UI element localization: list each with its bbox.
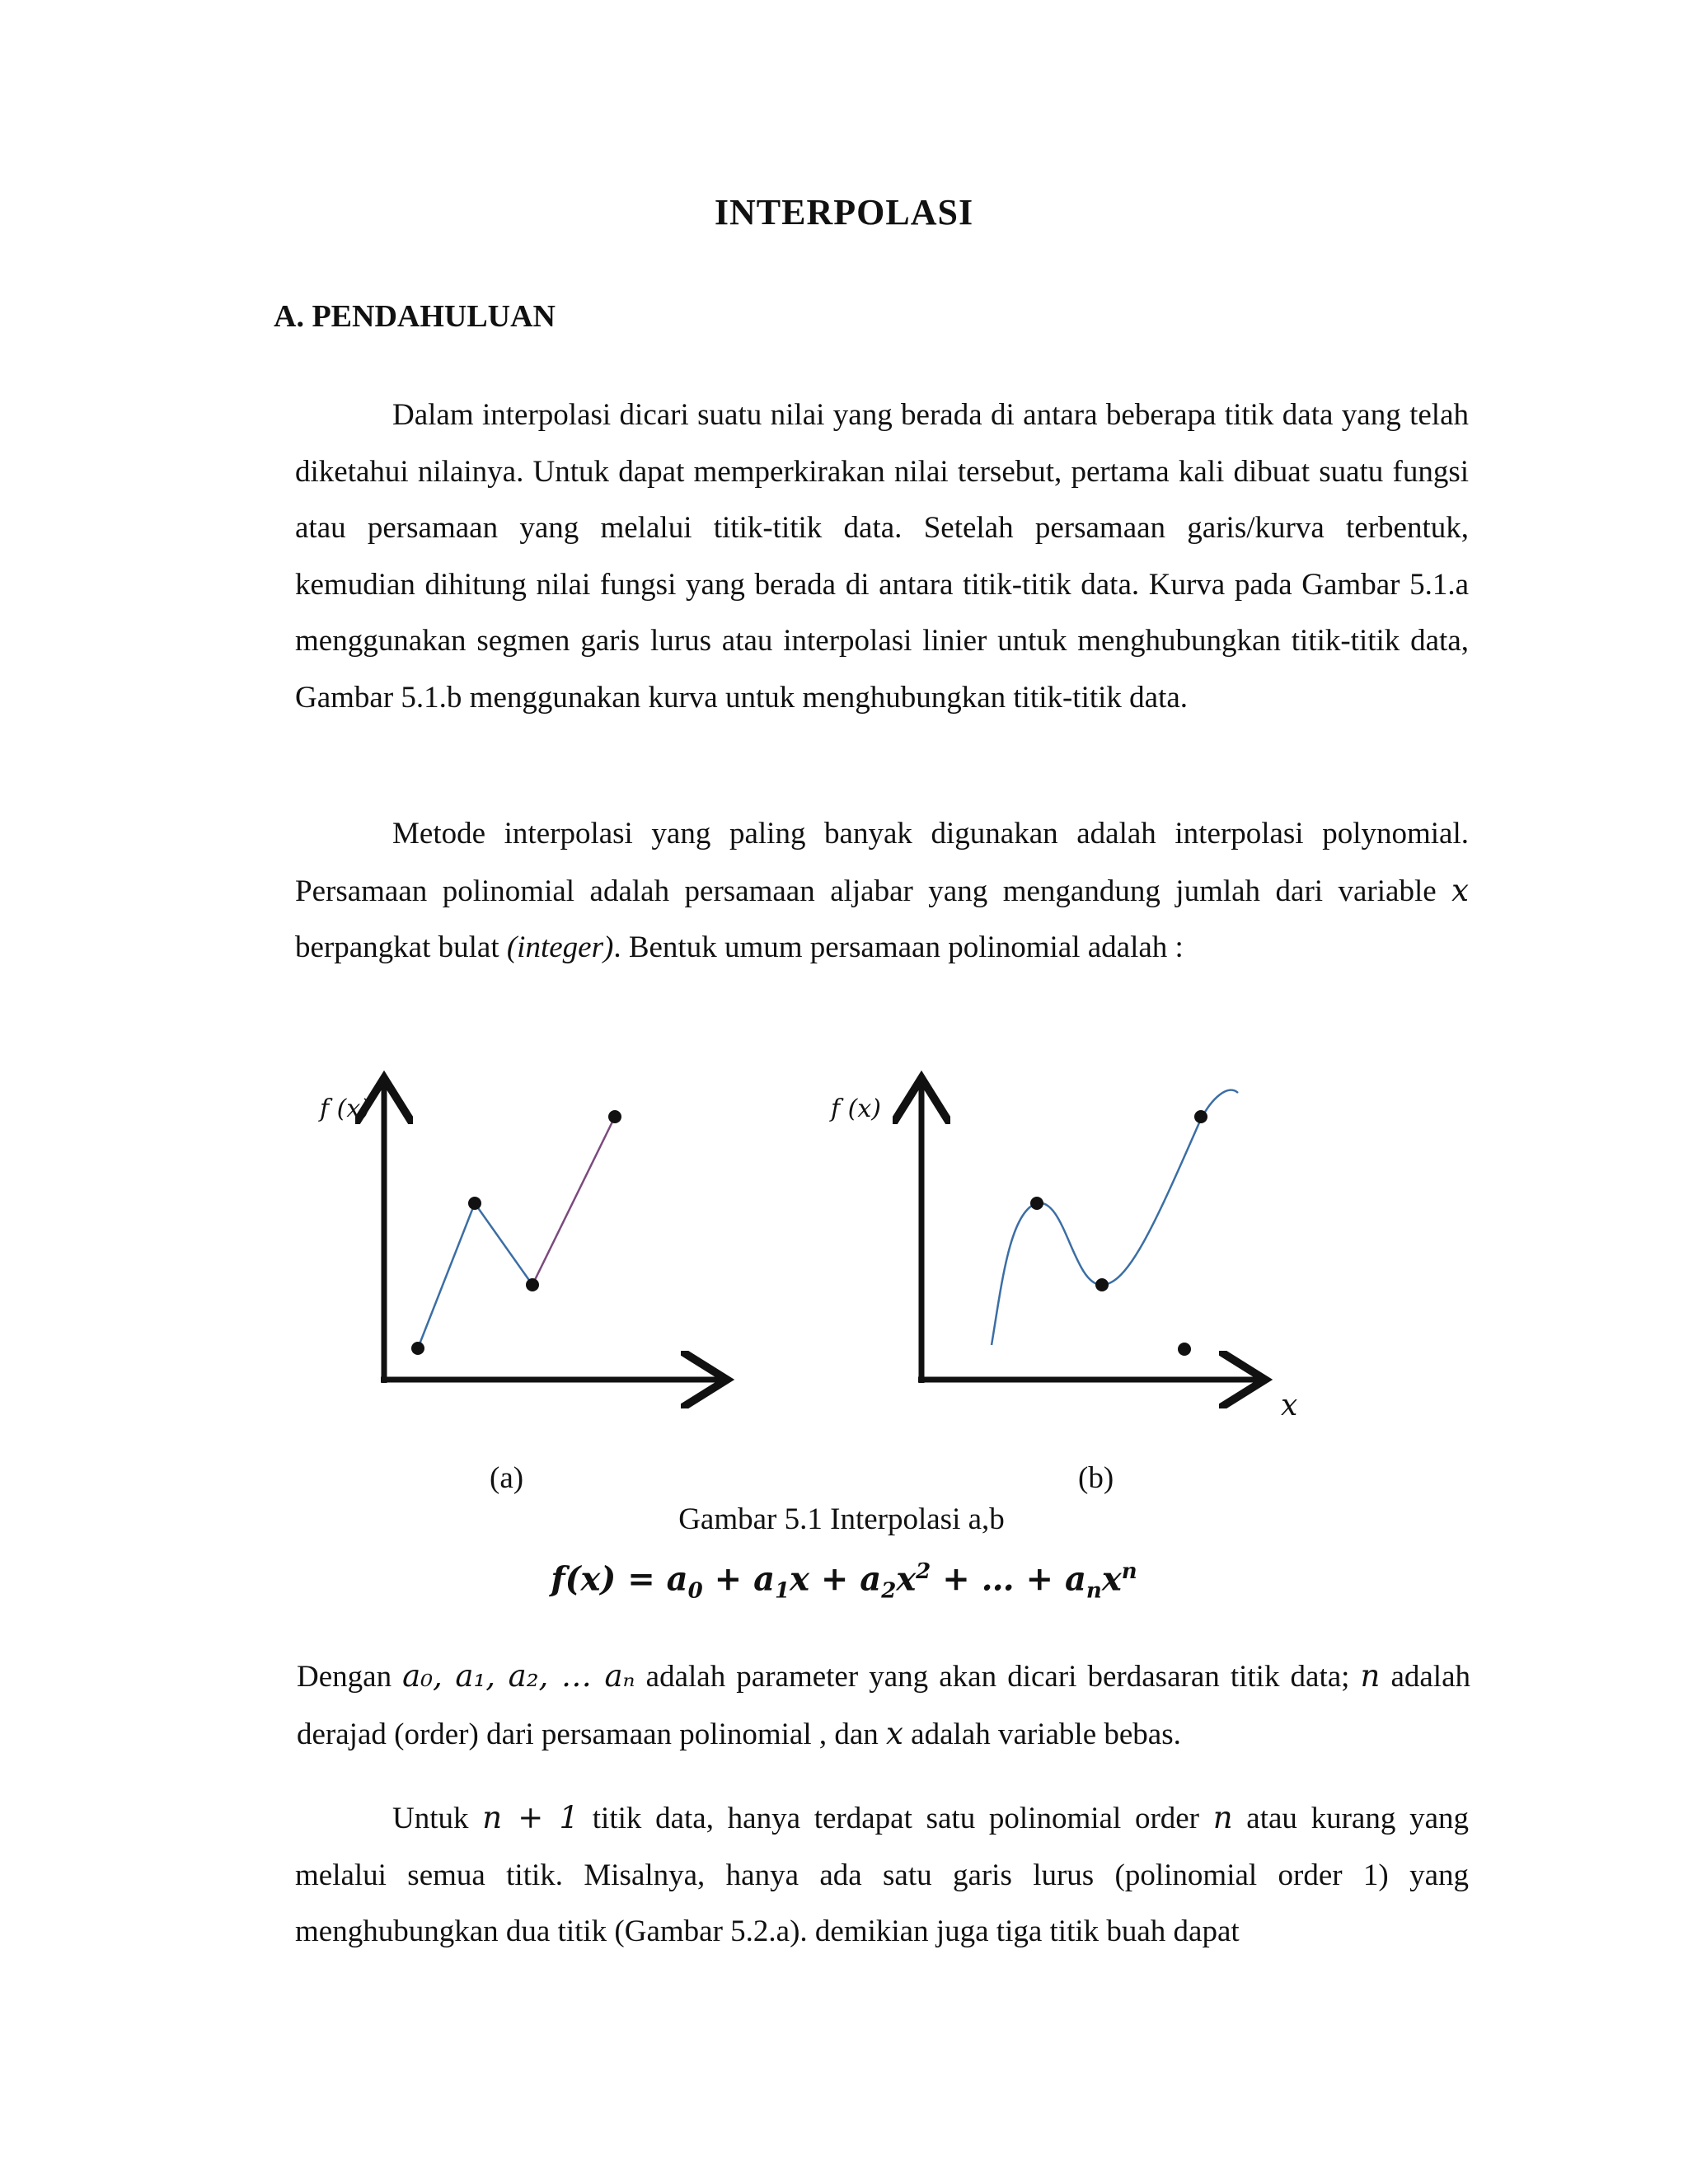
y-axis-label-b: f (x) — [831, 1094, 881, 1123]
paragraph-intro — [295, 387, 1469, 726]
page-title: INTERPOLASI — [714, 192, 974, 232]
section-heading: A. PENDAHULUAN — [274, 299, 556, 334]
linear-segments — [418, 1203, 532, 1348]
paragraph-polynomial: Metode interpolasi yang paling banyak digunakan adalah interpolasi polynomial. Persamaan polinomial adalah persamaan aljabar yang mengandung jumlah dari variable x berpangkat bulat (integer). Bentuk umum persamaan polinomial adalah : — [295, 817, 1469, 964]
data-point — [526, 1278, 539, 1291]
data-point — [1030, 1197, 1043, 1210]
integer-term: (integer) — [506, 930, 614, 964]
figure-interpolation — [0, 1047, 1688, 1459]
paragraph-parameters: Dengan a₀, a₁, a₂, … aₙ adalah parameter yang akan dicari berdasaran titik data; n adalah derajad (order) dari persamaan polinomial , dan x adalah variable bebas. — [297, 1658, 1471, 1751]
linear-segment-last — [532, 1117, 615, 1285]
figure-caption: Gambar 5.1 Interpolasi a,b — [678, 1502, 1005, 1536]
data-point — [411, 1342, 424, 1355]
graph-b — [829, 1084, 1297, 1422]
data-point — [1178, 1343, 1191, 1356]
figure-label-b: (b) — [1078, 1461, 1114, 1495]
x-axis-label-b: x — [1281, 1389, 1298, 1422]
y-axis-label-a: f (x) — [320, 1094, 370, 1123]
polynomial-equation: $f(x) = a_0 + a_1x + a_2x^2$ + … + $a_nx^n$ — [551, 1559, 1137, 1604]
paragraph-uniqueness: Untuk n + 1 titik data, hanya terdapat satu polinomial order n atau kurang yang melalui semua titik. Misalnya, hanya ada satu garis lurus (polinomial order 1) yang menghubungkan dua titik (Gambar 5.2.a). demikian juga tiga titik buah dapat — [295, 1800, 1469, 1948]
paragraph-intro-text: Dalam interpolasi dicari suatu nilai yang berada di antara beberapa titik data yang telah diketahui nilainya. Untuk dapat memperkirakan nilai tersebut, pertama kali dibuat suatu fungsi atau persamaan yang melalui titik-titik data. Setelah persamaan garis/kurva terbentuk, kemudian dihitung nilai fungsi yang berada di antara titik-titik data. Kurva pada Gambar 5.1.a menggunakan segmen garis lurus atau interpolasi linier untuk menghubungkan titik-titik data, Gambar 5.1.b menggunakan kurva untuk menghubungkan titik-titik data. — [295, 398, 1469, 715]
parameters-list: a₀, a₁, a₂, … aₙ — [402, 1658, 635, 1694]
graph-a — [318, 1084, 721, 1383]
data-point — [468, 1197, 481, 1210]
n-plus-one: n + 1 — [482, 1800, 579, 1835]
data-point — [1194, 1110, 1207, 1123]
var-x: x — [1451, 872, 1469, 908]
interpolation-curve — [992, 1090, 1238, 1345]
figure-label-a: (a) — [490, 1461, 524, 1495]
data-point — [1095, 1278, 1109, 1291]
data-point — [608, 1110, 621, 1123]
